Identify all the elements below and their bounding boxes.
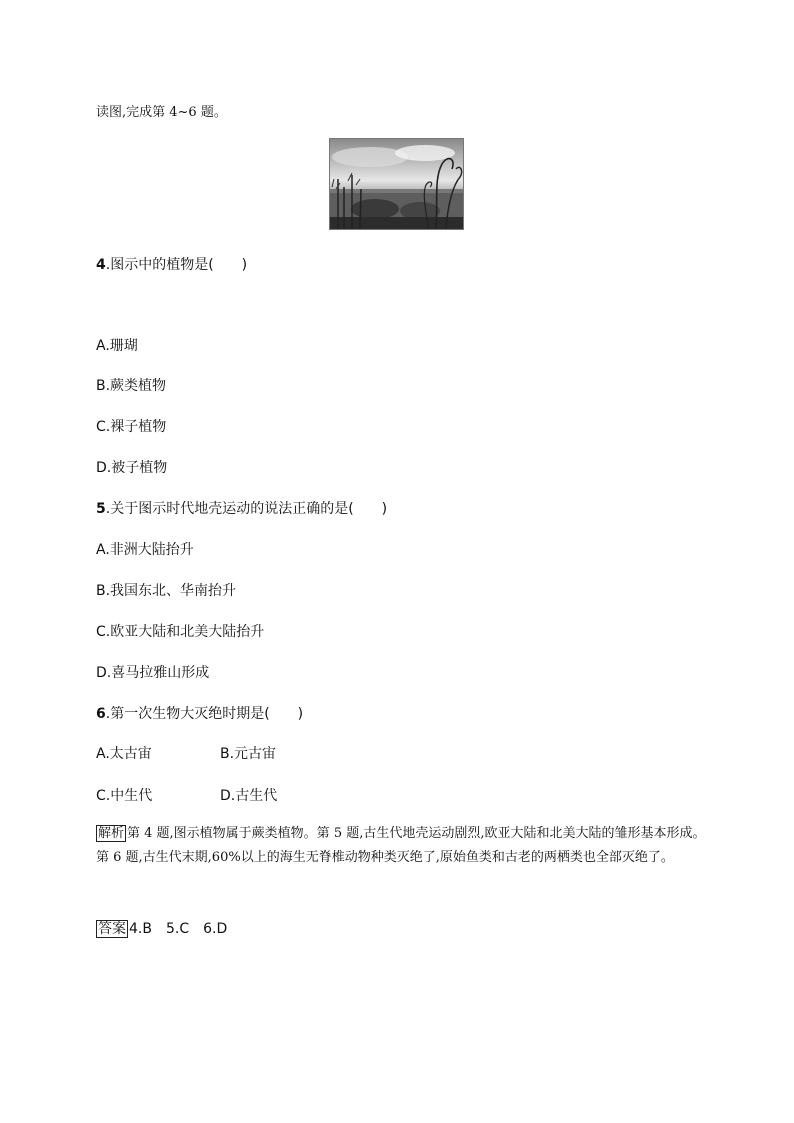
analysis-paragraph — [96, 822, 708, 870]
analysis-text: 第 4 题,图示植物属于蕨类植物。第 5 题,古生代地壳运动剧烈,欧亚大陆和北美大陆的雏形基本形成。第 6 题,古生代末期,60%以上的海生无脊椎动物种类灭绝了,原始鱼类和古老的两栖类也全部灭绝了。 — [96, 826, 706, 865]
question-4-stem: 4.图示中的植物是( ) — [96, 257, 248, 273]
question-6-option-d: D.古生代 — [220, 788, 278, 804]
question-6-option-c: C.中生代 — [96, 788, 153, 804]
question-4-option-a: A.珊瑚 — [96, 338, 138, 354]
answer-label: 答案 — [98, 921, 126, 937]
answer-line — [96, 918, 227, 938]
question-4-option-b: B.蕨类植物 — [96, 378, 167, 394]
question-6-option-b: B.元古宙 — [220, 746, 277, 762]
question-4-option-c: C.裸子植物 — [96, 419, 167, 435]
question-6-stem: 6.第一次生物大灭绝时期是( ) — [96, 706, 304, 722]
illustration-ancient-fern-landscape — [329, 138, 464, 230]
question-5-option-d: D.喜马拉雅山形成 — [96, 665, 210, 681]
question-5-option-c: C.欧亚大陆和北美大陆抬升 — [96, 624, 265, 640]
analysis-label: 解析 — [98, 826, 125, 841]
question-5-option-b: B.我国东北、华南抬升 — [96, 583, 237, 599]
instruction-text: 读图,完成第 4~6 题。 — [96, 105, 227, 120]
question-6-option-a: A.太古宙 — [96, 746, 152, 762]
answer-text: 4.B 5.C 6.D — [129, 921, 228, 937]
question-4-option-d: D.被子植物 — [96, 460, 168, 476]
question-5-option-a: A.非洲大陆抬升 — [96, 542, 194, 558]
question-5-stem: 5.关于图示时代地壳运动的说法正确的是( ) — [96, 501, 388, 517]
